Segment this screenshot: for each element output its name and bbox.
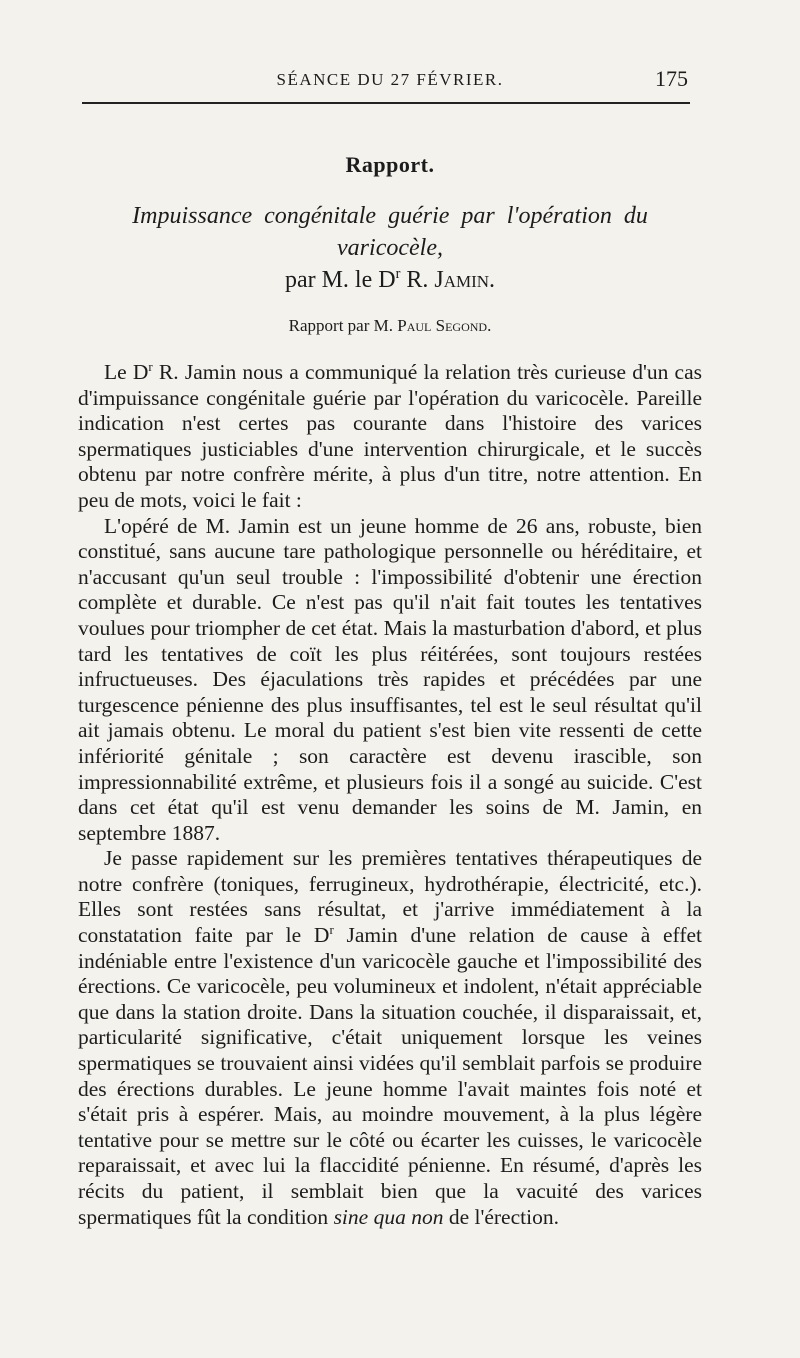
author-initial: R. bbox=[400, 267, 435, 293]
running-title: SÉANCE DU 27 FÉVRIER. bbox=[276, 70, 504, 89]
header-rule bbox=[82, 102, 690, 104]
paragraph-3-text-a: Je passe rapidement sur les premières tentatives thérapeutiques de notre confrère (toniques, ferrugineux, hydrothérapie, électricité, etc.). Elles sont restées sans résultat, et j'arrive immédiatement à la constatation faite par le D bbox=[78, 846, 702, 948]
running-head bbox=[78, 62, 702, 92]
paragraph-3-text-b: Jamin d'une relation de cause à effet indéniable entre l'existence d'un varicocèle gauche et l'impossibilité des érections. Ce varicocèle, peu volumineux et indolent, n'était appréciable que dans la station droite. Dans la situation couchée, il disparaissait, et, particularité significative, c'était uniquement lorsque les veines spermatiques se trouvaient ainsi vidées qu'il semblait parfois se produire des érections durables. Le jeune homme l'avait maintes fois noté et s'était pris à espérer. Mais, au moindre mouvement, à la plus légère tentative pour se mettre sur le côté ou écarter les cuisses, le varicocèle reparaissait, et avec lui la flaccidité pénienne. En résumé, d'après les récits du patient, il semblait bien que la vacuité des varices spermatiques fût la condition bbox=[78, 923, 702, 1229]
paragraph-2-text: L'opéré de M. Jamin est un jeune homme de 26 ans, robuste, bien constitué, sans aucune tare pathologique personnelle ou héréditaire, et n'accusant qu'un seul trouble : l'impossibilité d'obtenir une érection complète et durable. Ce n'est pas qu'il n'ait fait toutes les tentatives voulues pour triompher de cet état. Mais la masturbation d'abord, et plus tard les tentatives de coït les plus réitérées, sont toujours restées infructueuses. Des éjaculations très rapides et précédées par une turgescence pénienne des plus insuffisantes, tel est le seul résultat qu'il ait jamais obtenu. Le moral du patient s'est bien vite ressenti de cette infériorité génitale ; son caractère est devenu irascible, son impressionnabilité extrême, et plusieurs fois il a songé au suicide. C'est dans cet état qu'il est venu demander les soins de M. Jamin, en septembre 1887. bbox=[78, 513, 702, 845]
paragraph-1 bbox=[78, 360, 702, 514]
paragraph-2 bbox=[78, 514, 702, 847]
section-title: Rapport. bbox=[345, 152, 435, 177]
article-author-line bbox=[78, 264, 702, 296]
author-name: Jamin. bbox=[434, 267, 496, 293]
article-title-text: Impuissance congénitale guérie par l'opération du varicocèle, bbox=[132, 203, 648, 261]
author-prefix: par M. le D bbox=[284, 267, 396, 293]
page-number: 175 bbox=[655, 66, 688, 91]
paragraph-3-sup: r bbox=[329, 922, 334, 937]
body-text bbox=[78, 360, 702, 1230]
report-author: Paul Segond. bbox=[397, 316, 492, 335]
paragraph-1-text-a: Le D bbox=[104, 360, 149, 384]
report-prefix: Rapport par M. bbox=[288, 316, 398, 335]
paragraph-1-sup: r bbox=[148, 359, 153, 374]
paragraph-3 bbox=[78, 846, 702, 1230]
book-page bbox=[78, 62, 702, 1230]
author-title-sup: r bbox=[395, 266, 401, 282]
report-byline bbox=[78, 316, 702, 336]
paragraph-1-text-b: R. Jamin nous a communiqué la relation très curieuse d'un cas d'impuissance congénitale guérie par l'opération du varicocèle. Pareille indication n'est certes pas courante dans l'histoire des varices spermatiques justiciables d'une intervention chirurgicale, et le succès obtenu par notre confrère mérite, à plus d'un titre, notre attention. En peu de mots, voici le fait : bbox=[78, 360, 702, 512]
latin-phrase: sine qua non bbox=[333, 1204, 444, 1229]
article-title bbox=[78, 200, 702, 296]
paragraph-3-text-c: de l'érection. bbox=[443, 1204, 559, 1229]
